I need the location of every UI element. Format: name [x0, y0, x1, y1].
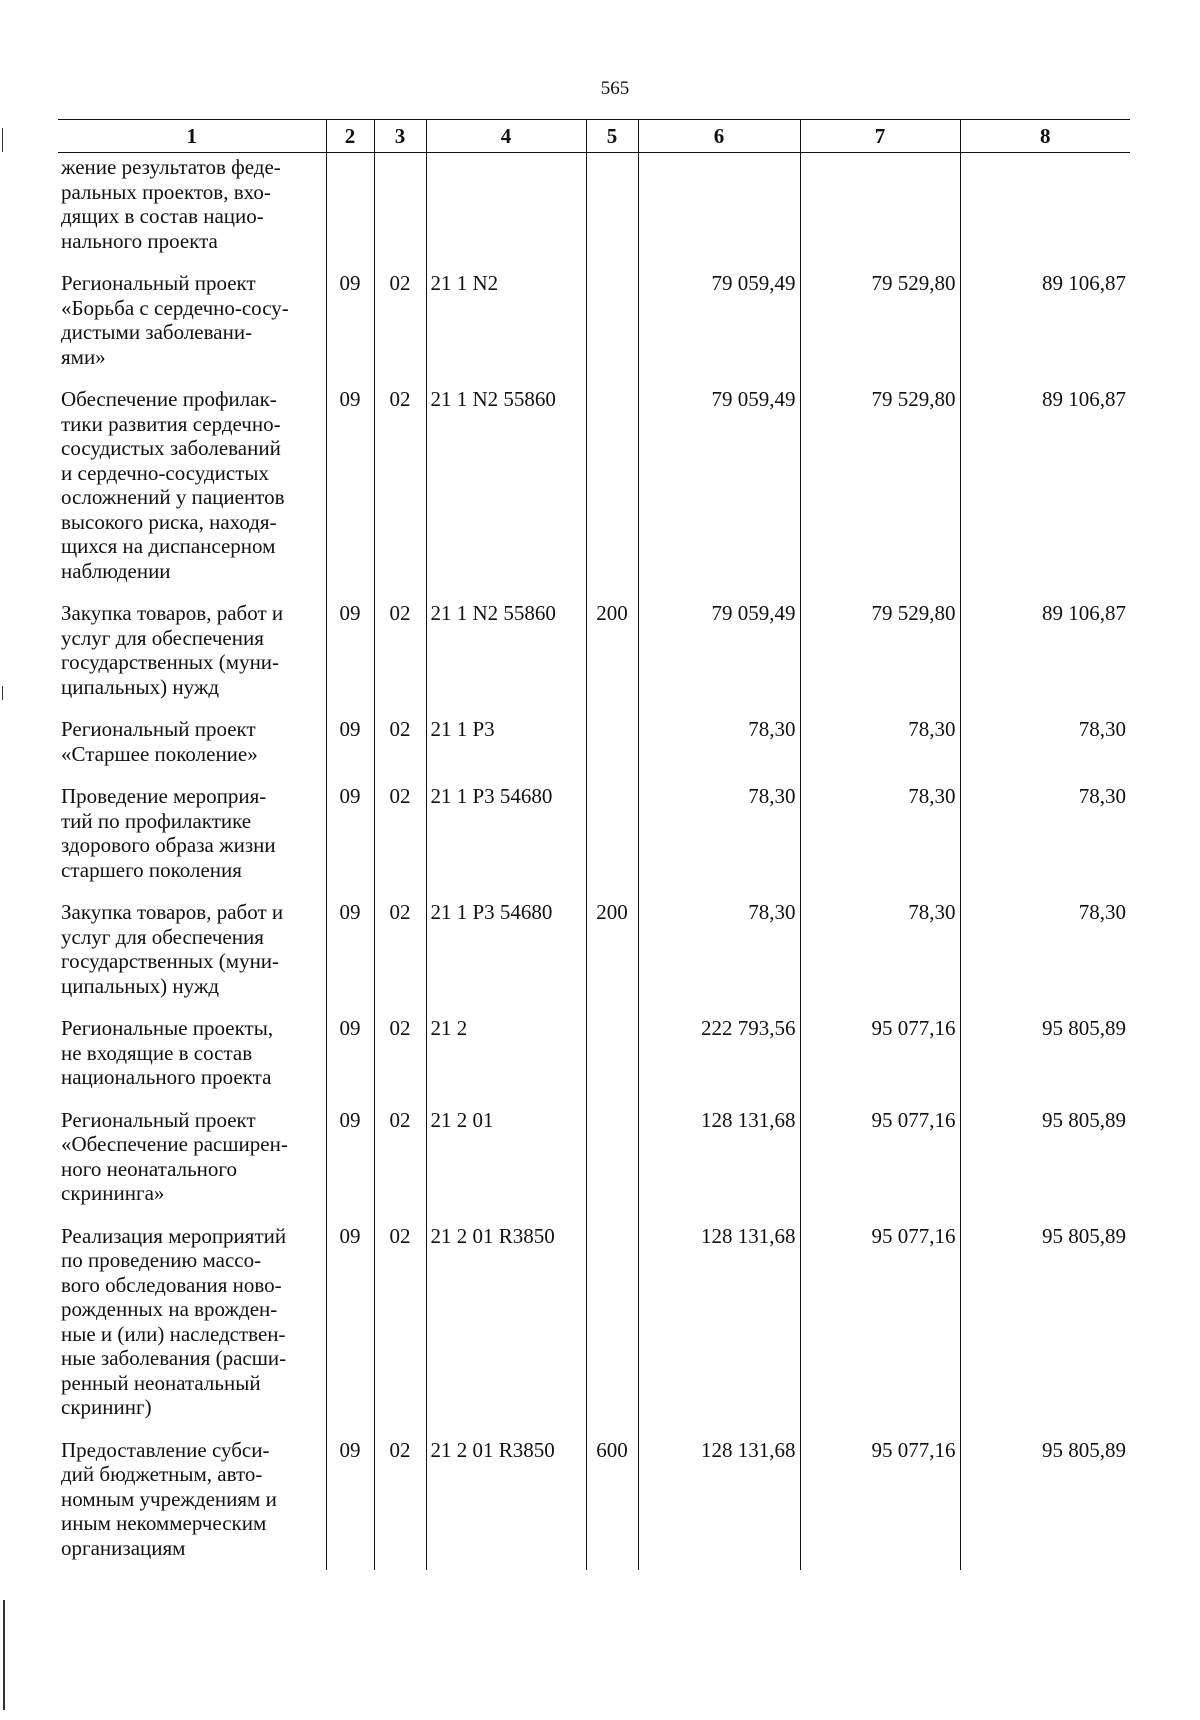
header-col-5: 5 — [586, 120, 638, 153]
expense-type-code-cell — [586, 1222, 638, 1436]
row-name-line: и сердечно-сосудистых — [61, 460, 269, 485]
amount-year-1-cell: 78,30 — [638, 715, 800, 782]
section-code-cell: 09 — [326, 715, 374, 782]
row-name-line: национального проекта — [61, 1065, 272, 1089]
row-name-line: тики развития сердечно- — [61, 411, 281, 436]
amount-year-1-cell — [638, 153, 800, 270]
target-article-code-cell: 21 1 P3 54680 — [426, 782, 586, 898]
row-name-cell — [58, 599, 326, 715]
row-name-line: «Борьба с сердечно-сосу- — [61, 295, 289, 320]
subsection-code-cell: 02 — [374, 385, 426, 599]
row-name-line: дящих в состав нацио- — [61, 204, 264, 228]
amount-year-1-cell: 128 131,68 — [638, 1436, 800, 1571]
target-article-code-cell: 21 1 P3 — [426, 715, 586, 782]
subsection-code-cell: 02 — [374, 269, 426, 385]
row-name-line: иным некоммерческим — [61, 1511, 267, 1535]
row-name-line: ные и (или) наследствен- — [61, 1321, 286, 1346]
amount-year-2-cell: 79 529,80 — [800, 269, 960, 385]
scan-artifact-left-top — [2, 128, 3, 152]
row-name-line: старшего поколения — [61, 857, 242, 882]
row-name-line: не входящие в состав — [61, 1040, 253, 1065]
table-row — [58, 1014, 1130, 1106]
section-code-cell: 09 — [326, 269, 374, 385]
amount-year-2-cell: 95 077,16 — [800, 1222, 960, 1436]
row-name-line: Региональный проект — [61, 717, 256, 741]
table-header — [58, 120, 1130, 153]
section-code-cell: 09 — [326, 898, 374, 1014]
amount-year-2-cell: 95 077,16 — [800, 1106, 960, 1222]
expense-type-code-cell: 600 — [586, 1436, 638, 1571]
row-name-cell — [58, 1106, 326, 1222]
amount-year-2-cell: 95 077,16 — [800, 1014, 960, 1106]
amount-year-1-cell: 128 131,68 — [638, 1106, 800, 1222]
row-name-line: государственных (муни- — [61, 949, 280, 973]
amount-year-2-cell: 79 529,80 — [800, 599, 960, 715]
budget-table — [58, 119, 1130, 1570]
amount-year-1-cell: 78,30 — [638, 898, 800, 1014]
header-col-2: 2 — [326, 120, 374, 153]
scan-artifact-left-bottom — [3, 1600, 5, 1710]
expense-type-code-cell — [586, 269, 638, 385]
table-row — [58, 385, 1130, 599]
row-name-cell — [58, 715, 326, 782]
table-row — [58, 1436, 1130, 1571]
amount-year-1-cell: 79 059,49 — [638, 599, 800, 715]
subsection-code-cell: 02 — [374, 1222, 426, 1436]
amount-year-3-cell: 89 106,87 — [960, 599, 1130, 715]
row-name-line: Реализация мероприятий — [61, 1223, 287, 1248]
section-code-cell: 09 — [326, 1014, 374, 1106]
amount-year-3-cell: 95 805,89 — [960, 1014, 1130, 1106]
amount-year-1-cell: 79 059,49 — [638, 385, 800, 599]
row-name-line: рожденных на врожден- — [61, 1297, 278, 1321]
header-col-3: 3 — [374, 120, 426, 153]
row-name-line: по проведению массо- — [61, 1248, 262, 1272]
scan-artifact-left-mid — [2, 686, 3, 700]
row-name-line: Региональный проект — [61, 271, 256, 295]
section-code-cell: 09 — [326, 782, 374, 898]
row-name-line: жение результатов феде- — [61, 155, 281, 179]
row-name-line: наблюдении — [61, 558, 171, 583]
amount-year-2-cell: 79 529,80 — [800, 385, 960, 599]
target-article-code-cell: 21 1 N2 55860 — [426, 385, 586, 599]
target-article-code-cell: 21 2 01 — [426, 1106, 586, 1222]
table-row — [58, 1106, 1130, 1222]
row-name-cell — [58, 1436, 326, 1571]
section-code-cell: 09 — [326, 599, 374, 715]
row-name-line: «Обеспечение расширен- — [61, 1132, 288, 1156]
table-row — [58, 269, 1130, 385]
row-name-line: щихся на диспансерном — [61, 534, 276, 558]
subsection-code-cell: 02 — [374, 1106, 426, 1222]
amount-year-2-cell: 95 077,16 — [800, 1436, 960, 1571]
row-name-line: Региональные проекты, — [61, 1016, 274, 1040]
subsection-code-cell: 02 — [374, 782, 426, 898]
target-article-code-cell: 21 1 N2 — [426, 269, 586, 385]
row-name-line: государственных (муни- — [61, 650, 280, 674]
subsection-code-cell: 02 — [374, 599, 426, 715]
table-row — [58, 898, 1130, 1014]
expense-type-code-cell — [586, 1106, 638, 1222]
section-code-cell: 09 — [326, 385, 374, 599]
row-name-line: ного неонатального — [61, 1156, 237, 1181]
amount-year-2-cell — [800, 153, 960, 270]
table-body — [58, 153, 1130, 1571]
row-name-line: ные заболевания (расши- — [61, 1346, 287, 1370]
header-col-8: 8 — [960, 120, 1130, 153]
target-article-code-cell: 21 1 N2 55860 — [426, 599, 586, 715]
row-name-line: скрининг) — [61, 1395, 152, 1419]
amount-year-2-cell: 78,30 — [800, 782, 960, 898]
amount-year-2-cell: 78,30 — [800, 715, 960, 782]
target-article-code-cell: 21 2 01 R3850 — [426, 1222, 586, 1436]
header-col-4: 4 — [426, 120, 586, 153]
header-col-6: 6 — [638, 120, 800, 153]
target-article-code-cell: 21 1 P3 54680 — [426, 898, 586, 1014]
row-name-line: сосудистых заболеваний — [61, 436, 281, 460]
amount-year-3-cell: 95 805,89 — [960, 1106, 1130, 1222]
expense-type-code-cell: 200 — [586, 898, 638, 1014]
header-row — [58, 120, 1130, 153]
amount-year-3-cell: 89 106,87 — [960, 385, 1130, 599]
amount-year-3-cell: 89 106,87 — [960, 269, 1130, 385]
section-code-cell: 09 — [326, 1436, 374, 1571]
amount-year-3-cell: 78,30 — [960, 782, 1130, 898]
subsection-code-cell: 02 — [374, 1014, 426, 1106]
target-article-code-cell: 21 2 — [426, 1014, 586, 1106]
row-name-cell — [58, 1222, 326, 1436]
table-row — [58, 153, 1130, 270]
subsection-code-cell: 02 — [374, 898, 426, 1014]
table-row — [58, 715, 1130, 782]
row-name-line: услуг для обеспечения — [61, 625, 264, 650]
amount-year-1-cell: 78,30 — [638, 782, 800, 898]
table-row — [58, 782, 1130, 898]
row-name-line: Проведение мероприя- — [61, 784, 267, 808]
row-name-line: осложнений у пациентов — [61, 485, 285, 509]
table-row — [58, 1222, 1130, 1436]
amount-year-1-cell: 79 059,49 — [638, 269, 800, 385]
section-code-cell: 09 — [326, 1106, 374, 1222]
row-name-line: скрининга» — [61, 1181, 165, 1205]
section-code-cell — [326, 153, 374, 270]
row-name-cell — [58, 1014, 326, 1106]
row-name-cell — [58, 898, 326, 1014]
target-article-code-cell — [426, 153, 586, 270]
subsection-code-cell — [374, 153, 426, 270]
expense-type-code-cell — [586, 1014, 638, 1106]
amount-year-3-cell — [960, 153, 1130, 270]
amount-year-3-cell: 95 805,89 — [960, 1222, 1130, 1436]
expense-type-code-cell: 200 — [586, 599, 638, 715]
amount-year-3-cell: 95 805,89 — [960, 1436, 1130, 1571]
expense-type-code-cell — [586, 385, 638, 599]
row-name-line: ципальных) нужд — [61, 973, 220, 998]
row-name-line: высокого риска, находя- — [61, 509, 277, 534]
row-name-line: Закупка товаров, работ и — [61, 900, 284, 924]
expense-type-code-cell — [586, 715, 638, 782]
row-name-line: дий бюджетным, авто- — [61, 1462, 263, 1486]
expense-type-code-cell — [586, 153, 638, 270]
header-col-7: 7 — [800, 120, 960, 153]
row-name-cell — [58, 269, 326, 385]
row-name-line: дистыми заболевани- — [61, 320, 253, 344]
header-col-1: 1 — [58, 120, 326, 153]
section-code-cell: 09 — [326, 1222, 374, 1436]
row-name-line: здорового образа жизни — [61, 833, 276, 857]
subsection-code-cell: 02 — [374, 715, 426, 782]
row-name-line: ципальных) нужд — [61, 674, 220, 699]
amount-year-2-cell: 78,30 — [800, 898, 960, 1014]
target-article-code-cell: 21 2 01 R3850 — [426, 1436, 586, 1571]
row-name-cell — [58, 385, 326, 599]
amount-year-3-cell: 78,30 — [960, 715, 1130, 782]
amount-year-1-cell: 128 131,68 — [638, 1222, 800, 1436]
amount-year-3-cell: 78,30 — [960, 898, 1130, 1014]
row-name-line: нального проекта — [61, 228, 218, 253]
row-name-line: ями» — [61, 344, 106, 369]
row-name-line: ральных проектов, вхо- — [61, 179, 271, 204]
row-name-line: Предоставление субси- — [61, 1437, 270, 1462]
row-name-line: ренный неонатальный — [61, 1370, 261, 1395]
row-name-cell — [58, 153, 326, 270]
table-row — [58, 599, 1130, 715]
row-name-line: Обеспечение профилак- — [61, 387, 277, 411]
row-name-line: «Старшее поколение» — [61, 741, 258, 766]
row-name-line: Закупка товаров, работ и — [61, 601, 284, 625]
subsection-code-cell: 02 — [374, 1436, 426, 1571]
row-name-line: тий по профилактике — [61, 808, 252, 833]
expense-type-code-cell — [586, 782, 638, 898]
row-name-line: Региональный проект — [61, 1107, 256, 1132]
page-number: 565 — [600, 78, 630, 99]
row-name-line: организациям — [61, 1535, 186, 1560]
row-name-line: номным учреждениям и — [61, 1486, 277, 1511]
row-name-line: услуг для обеспечения — [61, 924, 264, 949]
row-name-line: вого обследования ново- — [61, 1272, 282, 1297]
row-name-cell — [58, 782, 326, 898]
amount-year-1-cell: 222 793,56 — [638, 1014, 800, 1106]
